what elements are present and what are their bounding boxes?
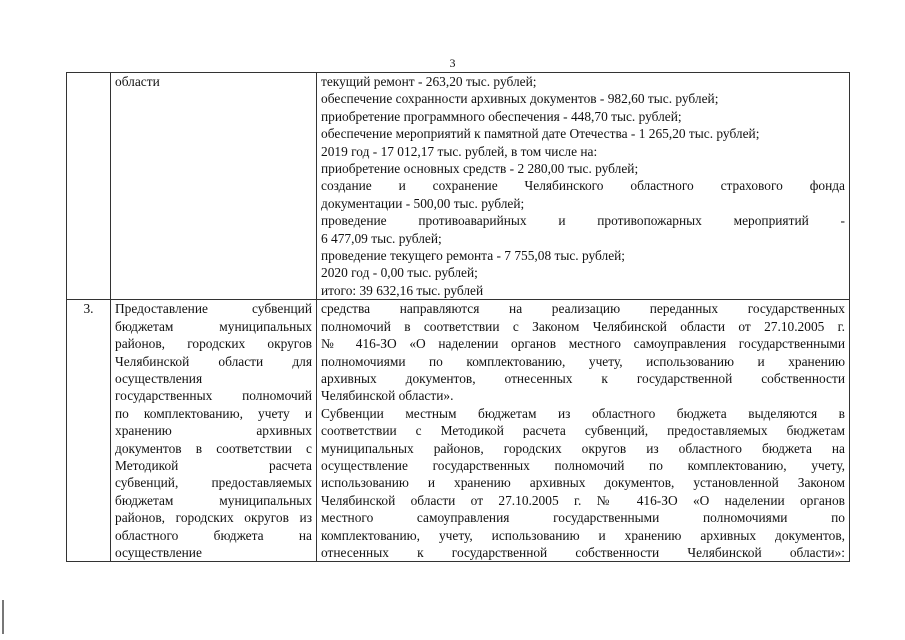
description-line: местного самоуправления государственными полномочиями по [321,510,845,526]
funding-line: приобретение основных средств - 2 280,00 тыс. рублей; [321,161,639,177]
funding-line: проведение текущего ремонта - 7 755,08 тыс. рублей; [321,248,626,264]
funding-line: обеспечение мероприятий к памятной дате Отечества - 1 265,20 тыс. рублей; [321,126,760,142]
measure-name-line: областного бюджета на [115,527,312,543]
page-number: 3 [449,56,456,70]
measure-name-line: бюджетам муниципальных [115,492,312,508]
description-line: Челябинской области от 27.10.2005 г. № 416-ЗО «О наделении органов [321,492,845,508]
measure-name-line: субвенций, предоставляемых [115,475,312,491]
measure-name-line: документов в соответствии с [115,440,312,456]
description-line: муниципальных районов, городских округов из областного бюджета на [321,440,845,456]
measure-name-line: бюджетам муниципальных [115,318,312,334]
measure-name-line: по комплектованию, учету и [115,405,312,421]
description-line: № 416-ЗО «О наделении органов местного самоуправления государственными [321,336,845,352]
funding-line: создание и сохранение Челябинского областного страхового фонда [321,178,845,194]
table-row [67,73,850,300]
description-line: полномочий в соответствии с Законом Челябинской области от 27.10.2005 г. [321,318,845,334]
measure-name-line: осуществление [115,544,202,560]
funding-line: приобретение программного обеспечения - 448,70 тыс. рублей; [321,108,682,124]
funding-line: обеспечение сохранности архивных документов - 982,60 тыс. рублей; [321,91,719,107]
funding-total-line: итого: 39 632,16 тыс. рублей [321,282,484,298]
row-number [67,73,111,300]
funding-line: 2019 год - 17 012,17 тыс. рублей, в том числе на: [321,143,598,159]
measure-name-cell [111,300,317,562]
measure-name-line: районов, городских округов из [115,510,312,526]
funding-line: 6 477,09 тыс. рублей; [321,230,442,246]
description-cell [317,300,850,562]
measure-name-line: Методикой расчета [115,457,312,473]
measure-name-line: хранению архивных [115,423,312,439]
description-line: Субвенции местным бюджетам из областного бюджета выделяются в [321,405,845,421]
funding-line: проведение противоаварийных и противопожарных мероприятий - [321,213,845,229]
funding-line: текущий ремонт - 263,20 тыс. рублей; [321,74,537,89]
table-row [67,300,850,562]
description-line: использованию и хранению архивных документов, установленной Законом [321,475,845,491]
row-number: 3. [67,300,111,562]
measure-name-line: Предоставление субвенций [115,301,312,317]
description-line: полномочиями по комплектованию, учету, использованию и хранению [321,353,845,369]
document-table [66,72,850,562]
measure-name-line: области [115,74,160,89]
measure-name-line: осуществления [115,370,203,386]
description-line: соответствии с Методикой расчета субвенций, предоставляемых бюджетам [321,423,845,439]
description-line: Челябинской области». [321,388,454,404]
description-line: комплектованию, учету, использованию и хранению архивных документов, [321,527,845,543]
measure-name-line: районов, городских округов [115,336,312,352]
measure-name-line: государственных полномочий [115,388,312,404]
description-line: средства направляются на реализацию переданных государственных [321,301,845,317]
scan-margin-mark [2,600,4,634]
funding-line: документации - 500,00 тыс. рублей; [321,195,525,211]
description-line: осуществление государственных полномочий по комплектованию, учету, [321,457,845,473]
description-line: отнесенных к государственной собственности Челябинской области»: [321,544,845,560]
funding-line: 2020 год - 0,00 тыс. рублей; [321,265,478,281]
description-line: архивных документов, отнесенных к государственной собственности [321,370,845,386]
measure-name-line: Челябинской области для [115,353,312,369]
measure-name-cell [111,73,317,300]
funding-details-cell [317,73,850,300]
